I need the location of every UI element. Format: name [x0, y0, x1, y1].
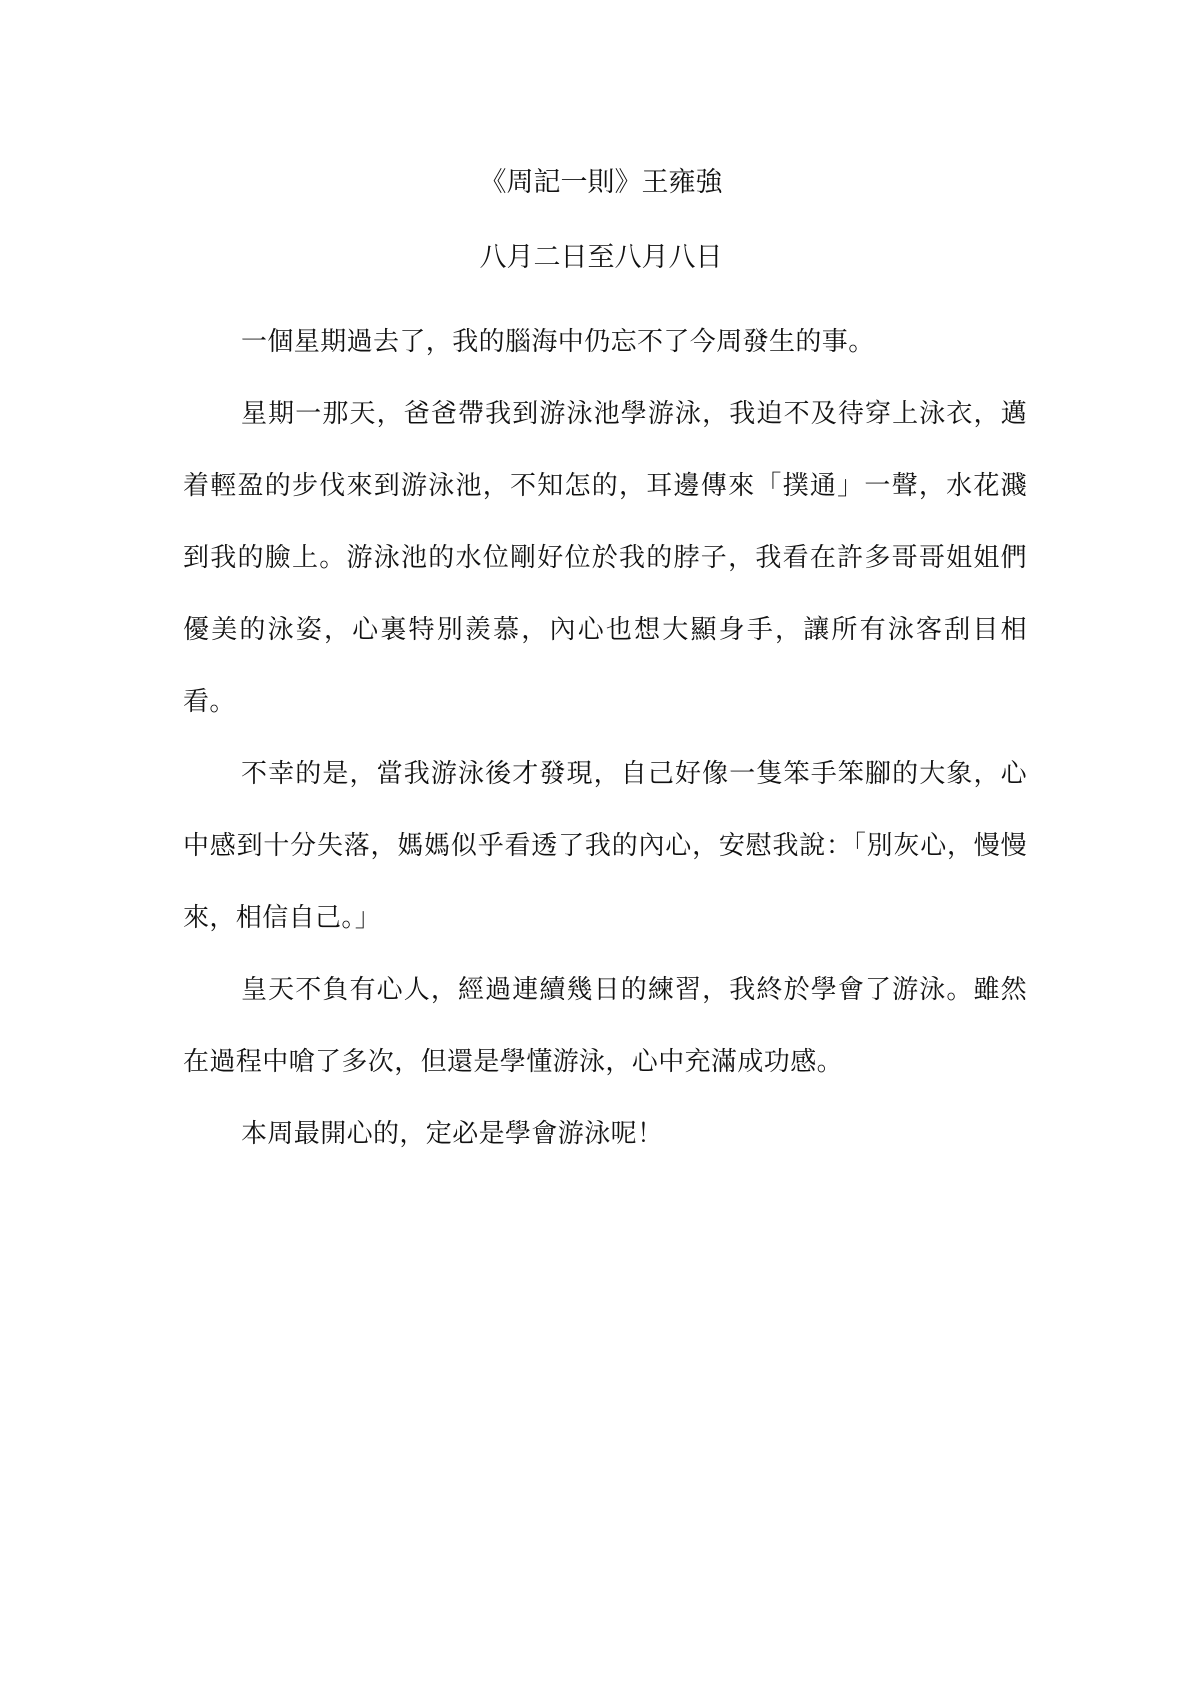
- paragraph-1: 一個星期過去了，我的腦海中仍忘不了今周發生的事。: [241, 327, 875, 357]
- date-range: 八月二日至八月八日: [479, 242, 723, 273]
- paragraph-4: 皇天不負有心人，經過連續幾日的練習，我終於學會了游泳。雖然在過程中嗆了多次，但還是學懂游泳，心中充滿成功感。: [183, 975, 1027, 1077]
- diary-body: [183, 306, 1027, 1170]
- document-title: 《周記一則》王雍強: [479, 167, 723, 198]
- paragraph-5: 本周最開心的，定必是學會游泳呢！: [241, 1119, 664, 1149]
- paragraph-3: 不幸的是，當我游泳後才發現，自己好像一隻笨手笨腳的大象，心中感到十分失落，媽媽似乎看透了我的內心，安慰我說：「別灰心，慢慢來，相信自己。」: [183, 759, 1027, 933]
- paragraph-2: 星期一那天，爸爸帶我到游泳池學游泳，我迫不及待穿上泳衣，邁着輕盈的步伐來到游泳池，不知怎的，耳邊傳來「撲通」一聲，水花濺到我的臉上。游泳池的水位剛好位於我的脖子，我看在許多哥哥姐姐們優美的泳姿，心裏特別羨慕，內心也想大顯身手，讓所有泳客刮目相看。: [183, 399, 1027, 717]
